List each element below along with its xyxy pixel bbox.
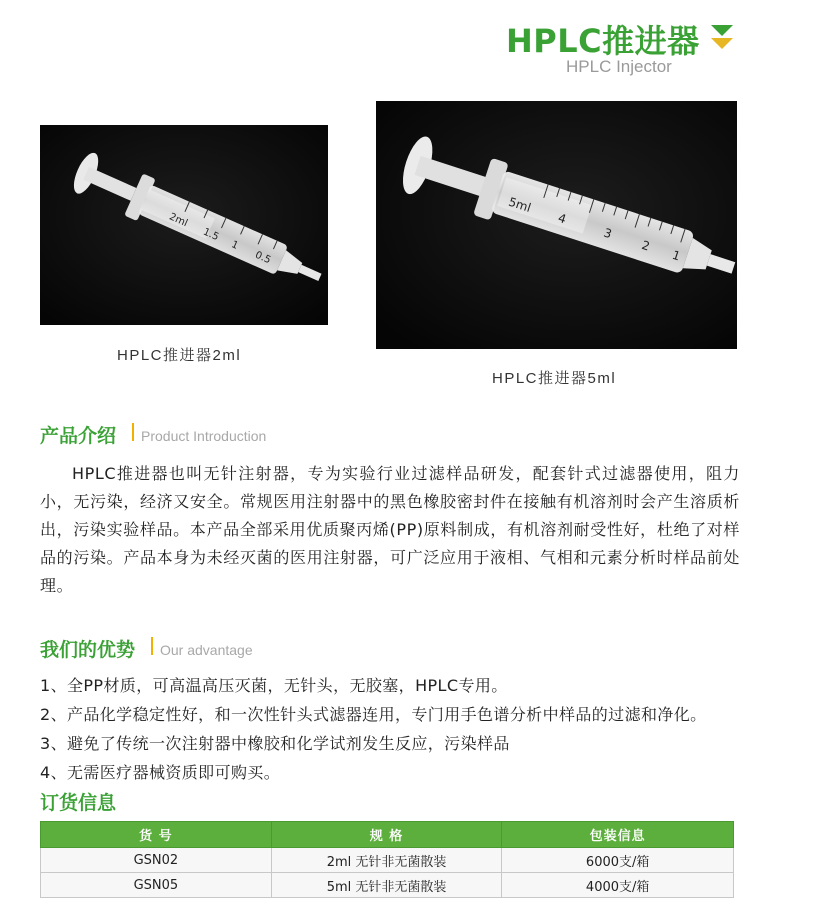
table-header-row [41,822,734,848]
scale-mark: 0.5 [253,249,273,267]
list-item: 2、产品化学稳定性好，和一次性针头式滤器连用，专门用手色谱分析中样品的过滤和净化。 [40,705,707,724]
order-table [40,821,734,898]
scale-mark: 1 [670,247,683,264]
advantage-subheading: Our advantage [160,642,253,658]
scale-mark: 2ml [167,211,190,230]
page-subtitle: HPLC Injector [566,57,672,76]
advantage-heading: 我们的优势 [40,639,136,661]
list-item: 4、无需医疗器械资质即可购买。 [40,763,281,782]
double-chevron-down-icon [708,22,736,52]
syringe-5ml-photo [376,101,737,349]
table-cell: 4000支/箱 [502,873,734,898]
scale-mark: 2 [640,237,652,254]
heading-divider [151,637,153,655]
column-header: 规 格 [271,822,502,848]
scale-mark: 1 [229,239,240,252]
syringe-2ml-photo [40,125,328,325]
list-item: 1、全PP材质，可高温高压灭菌，无针头，无胶塞，HPLC专用。 [40,676,508,695]
scale-mark: 4 [556,210,568,227]
table-row [41,873,734,898]
scale-mark: 1.5 [201,226,221,244]
list-item: 3、避免了传统一次注射器中橡胶和化学试剂发生反应，污染样品 [40,734,510,753]
table-cell: GSN05 [41,873,272,898]
page-title: HPLC推进器 [506,22,700,60]
table-cell: 5ml 无针非无菌散装 [271,873,502,898]
scale-mark: 3 [601,225,614,242]
scale-mark: 5ml [506,194,533,215]
table-cell: 2ml 无针非无菌散装 [271,848,502,873]
heading-divider [132,423,134,441]
intro-paragraph: HPLC推进器也叫无针注射器，专为实验行业过滤样品研发，配套针式过滤器使用，阻力小，无污染，经济又安全。常规医用注射器中的黑色橡胶密封件在接触有机溶剂时会产生溶质析出，污染实验样品。本产品全部采用优质聚丙烯(PP)原料制成，有机溶剂耐受性好，杜绝了对样品的污染。产品本身为未经灭菌的医用注射器，可广泛应用于液相、气相和元素分析时样品前处理。 [40,464,740,595]
caption-5ml: HPLC推进器5ml [492,370,617,387]
table-row [41,848,734,873]
intro-heading: 产品介绍 [40,425,117,447]
intro-subheading: Product Introduction [141,428,267,444]
table-cell: 6000支/箱 [502,848,734,873]
caption-2ml: HPLC推进器2ml [117,347,242,364]
table-cell: GSN02 [41,848,272,873]
column-header: 货 号 [41,822,272,848]
advantage-list [40,671,820,787]
order-heading: 订货信息 [40,792,117,814]
column-header: 包装信息 [502,822,734,848]
